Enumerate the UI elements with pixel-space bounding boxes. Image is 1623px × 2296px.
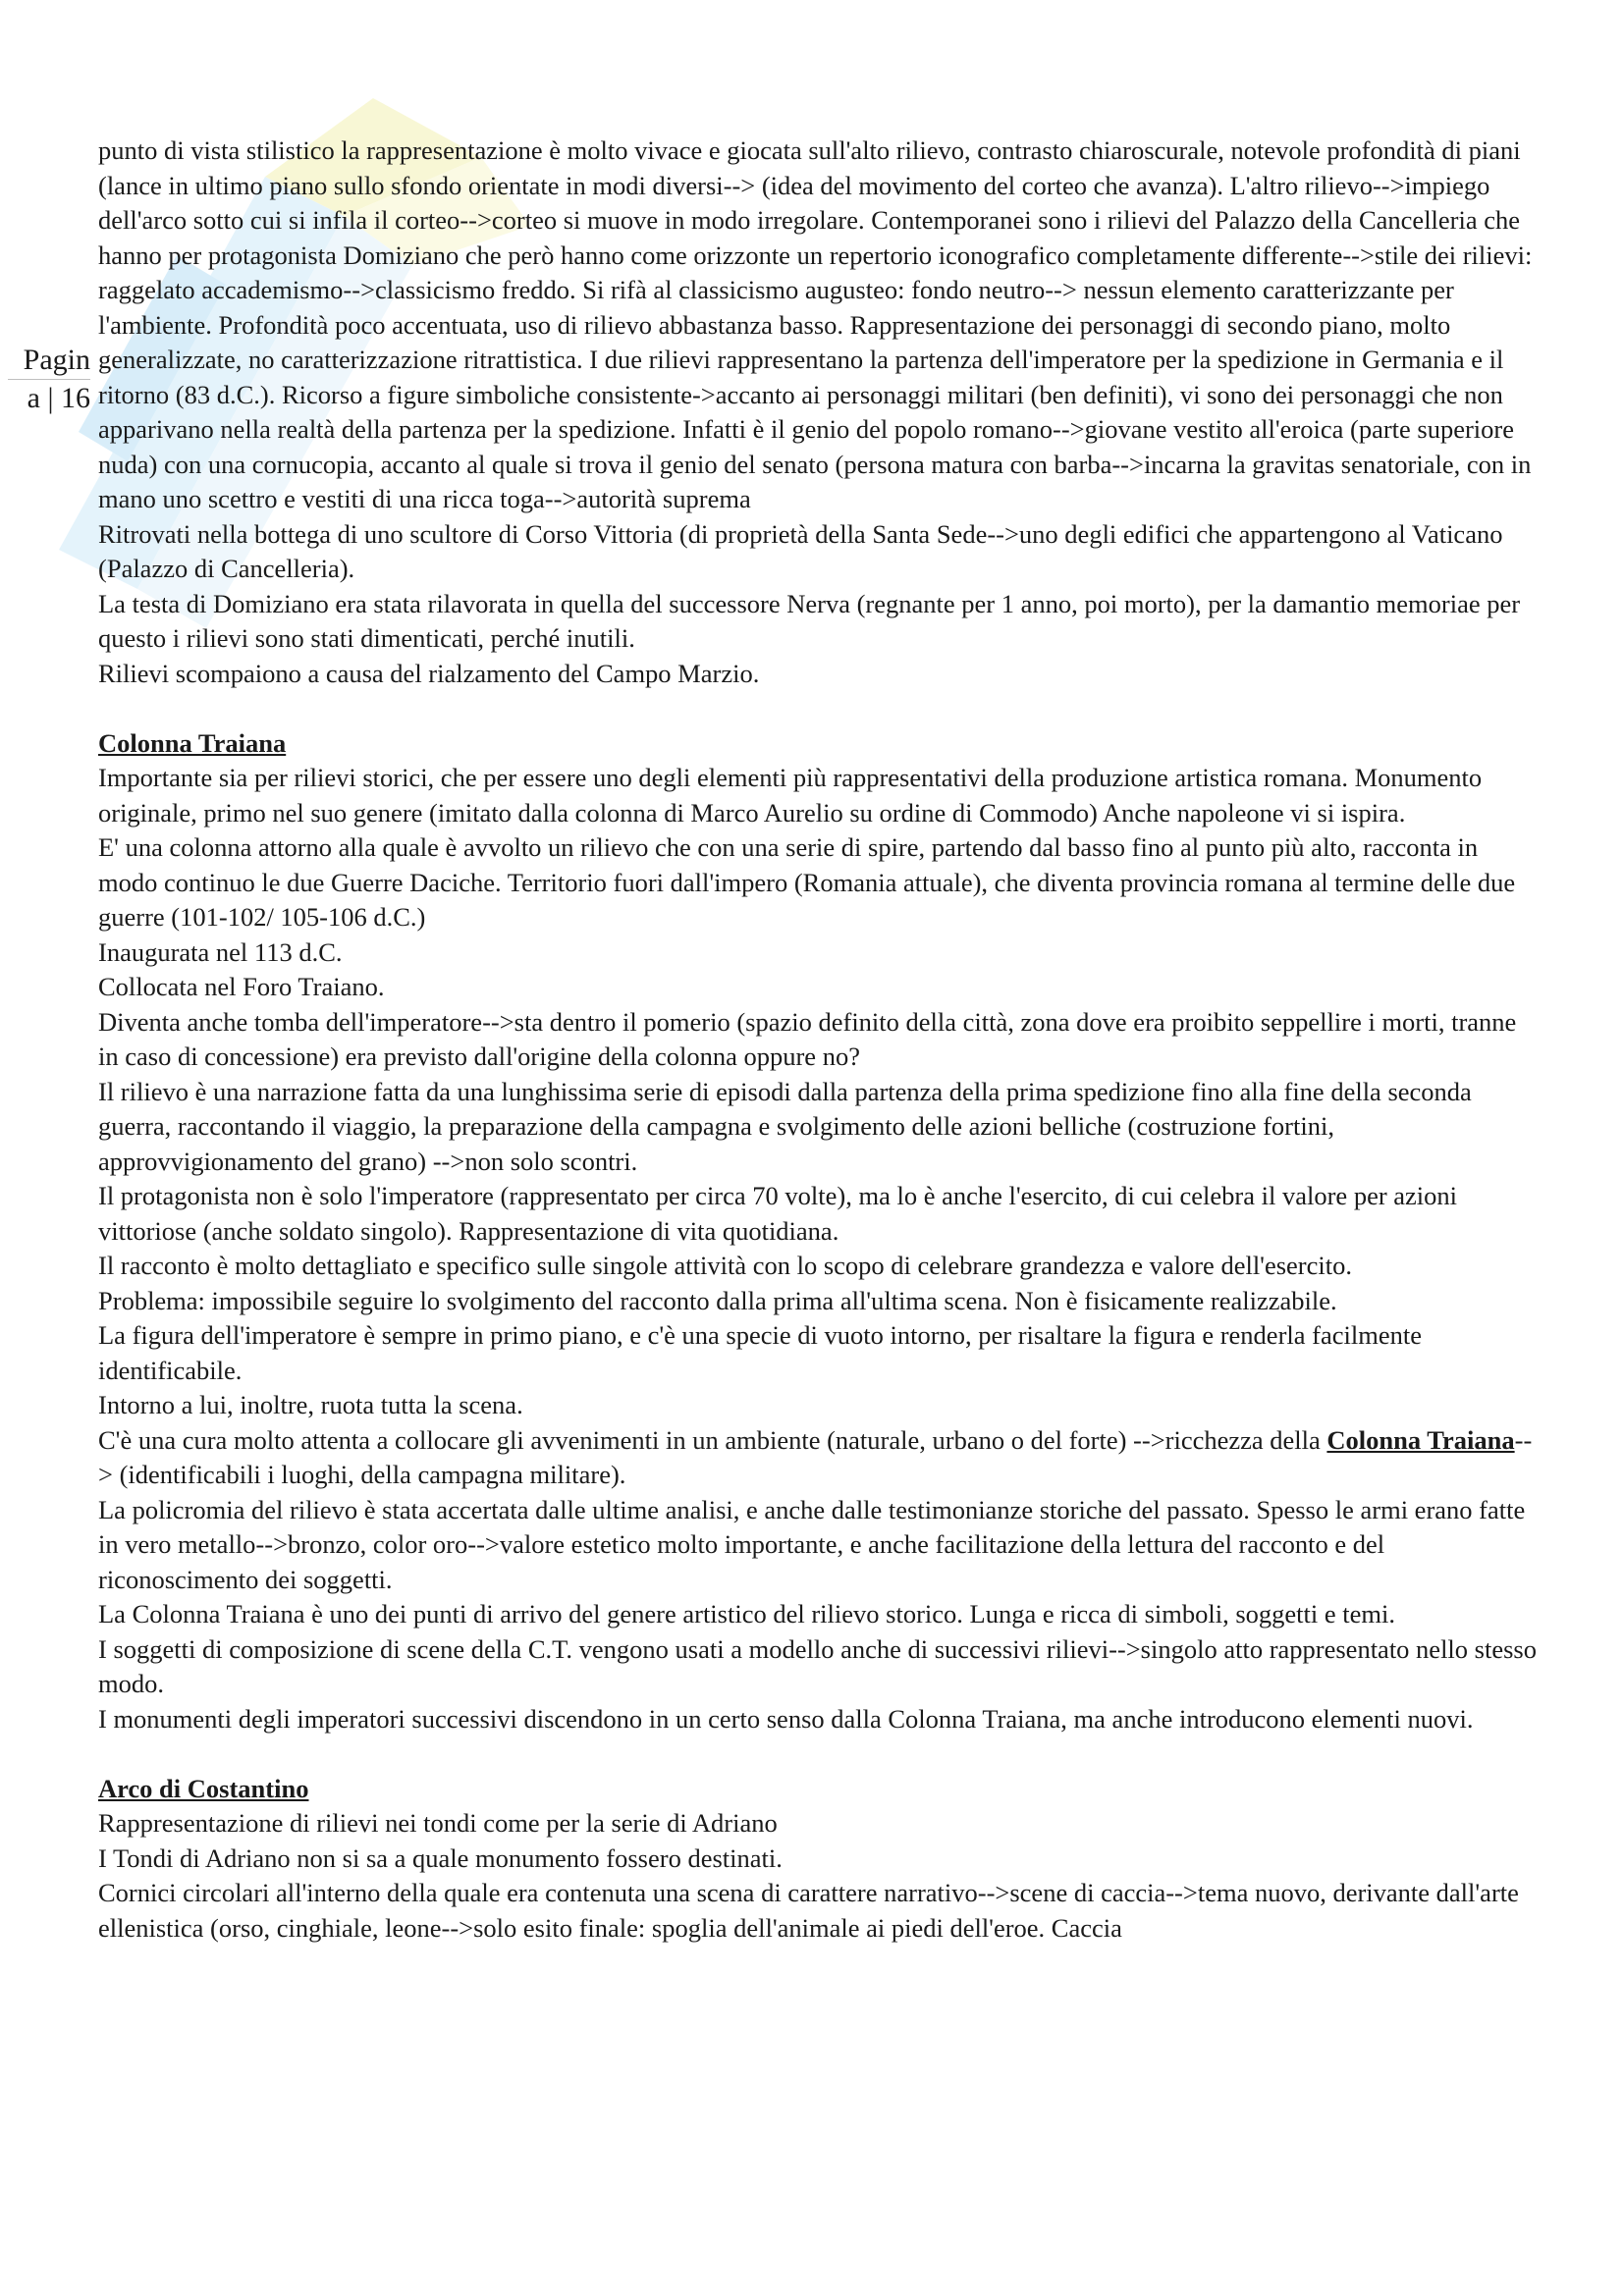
- text-run: --> (identificabili i luoghi, della campagna militare).: [98, 1424, 1533, 1489]
- page-label-line2: a | 16: [27, 382, 90, 414]
- paragraph: E' una colonna attorno alla quale è avvolto un rilievo che con una serie di spire, partendo dal basso fino al punto più alto, racconta in modo continuo le due Guerre Daciche. Territorio fuori dall'impero (Romania attuale), che diventa provincia romana al termine delle due guerre (101-102/ 105-106 d.C.): [98, 832, 1516, 932]
- paragraph: Il racconto è molto dettagliato e specifico sulle singole attività con lo scopo di celebrare grandezza e valore dell'esercito.: [98, 1251, 1352, 1280]
- paragraph: La figura dell'imperatore è sempre in primo piano, e c'è una specie di vuoto intorno, per risaltare la figura e renderla facilmente identificabile.: [98, 1320, 1422, 1385]
- page-number: [8, 344, 90, 415]
- text-run: C'è una cura molto attenta a collocare gli avvenimenti in un ambiente (naturale, urbano o del forte) -->ricchezza della: [98, 1424, 1327, 1455]
- paragraph: La Colonna Traiana è uno dei punti di arrivo del genere artistico del rilievo storico. Lunga e ricca di simboli, soggetti e temi.: [98, 1599, 1395, 1629]
- paragraph: Cornici circolari all'interno della quale era contenuta una scena di carattere narrativo-->scene di caccia-->tema nuovo, derivante dall'arte ellenistica (orso, cinghiale, leone-->solo esito finale: spoglia dell'animale ai piedi dell'eroe. Caccia: [98, 1878, 1519, 1943]
- paragraph: Il rilievo è una narrazione fatta da una lunghissima serie di episodi dalla partenza della prima spedizione fino alla fine della seconda guerra, raccontando il viaggio, la preparazione della campagna e svolgimento delle azioni belliche (costruzione fortini, approvvigionamento del grano) -->non solo scontri.: [98, 1076, 1472, 1176]
- paragraph: Inaugurata nel 113 d.C.: [98, 936, 343, 967]
- paragraph-with-emphasis: [98, 1423, 1542, 1493]
- section-heading-arco-di-costantino: Arco di Costantino: [98, 1773, 309, 1803]
- page-label-line1: Pagin: [23, 344, 90, 376]
- page-label-divider: [8, 379, 90, 380]
- paragraph: Importante sia per rilievi storici, che per essere uno degli elementi più rappresentativi della produzione artistica romana. Monumento originale, primo nel suo genere (imitato dalla colonna di Marco Aurelio su ordine di Commodo) Anche napoleone vi si ispira.: [98, 763, 1483, 828]
- paragraph: Diventa anche tomba dell'imperatore-->sta dentro il pomerio (spazio definito della città, zona dove era proibito seppellire i morti, tranne in caso di concessione) era previsto dall'origine della colonna oppure no?: [98, 1006, 1517, 1071]
- paragraph: La policromia del rilievo è stata accertata dalle ultime analisi, e anche dalle testimonianze storiche del passato. Spesso le armi erano fatte in vero metallo-->bronzo, color oro-->valore estetico molto importante, e anche facilitazione della lettura del racconto e del riconoscimento dei soggetti.: [98, 1494, 1526, 1594]
- paragraph: Problema: impossibile seguire lo svolgimento del racconto dalla prima all'ultima scena. Non è fisicamente realizzabile.: [98, 1285, 1337, 1315]
- paragraph: I soggetti di composizione di scene della C.T. vengono usati a modello anche di successivi rilievi-->singolo atto rappresentato nello stesso modo.: [98, 1633, 1537, 1698]
- emphasized-term: Colonna Traiana: [1326, 1424, 1515, 1455]
- spacer: [98, 1736, 1542, 1772]
- paragraph: Rilievi scompaiono a causa del rialzamento del Campo Marzio.: [98, 658, 760, 688]
- paragraph: I Tondi di Adriano non si sa a quale monumento fossero destinati.: [98, 1842, 783, 1873]
- paragraph: punto di vista stilistico la rappresentazione è molto vivace e giocata sull'alto rilievo, contrasto chiaroscurale, notevole profondità di piani (lance in ultimo piano sullo sfondo orientate in modi diversi--> (idea del movimento del corteo che avanza). L'altro rilievo-->impiego dell'arco sotto cui si infila il corteo-->corteo si muove in modo irregolare. Contemporanei sono i rilievi del Palazzo della Cancelleria che hanno per protagonista Domiziano che però hanno come orizzonte un repertorio iconografico completamente differente-->stile dei rilievi: raggelato accademismo-->classicismo freddo. Si rifà al classicismo augusteo: fondo neutro--> nessun elemento caratterizzante per l'ambiente. Profondità poco accentuata, uso di rilievo abbastanza basso. Rappresentazione dei personaggi di secondo piano, molto generalizzate, no caratterizzazione ritrattistica. I due rilievi rappresentano la partenza dell'imperatore per la spedizione in Germania e il ritorno (83 d.C.). Ricorso a figure simboliche consistente->accanto ai personaggi militari (ben definiti), vi sono dei personaggi che non apparivano nella realtà della partenza per la spedizione. Infatti è il genio del popolo romano-->giovane vestito all'eroica (parte superiore nuda) con una cornucopia, accanto al quale si trova il genio del senato (persona matura con barba-->incarna la gravitas senatoriale, con in mano uno scettro e vestiti di una ricca toga-->autorità suprema: [98, 135, 1533, 513]
- spacer: [98, 691, 1542, 726]
- document-body: [98, 133, 1542, 1946]
- paragraph: Collocata nel Foro Traiano.: [98, 972, 385, 1001]
- paragraph: Ritrovati nella bottega di uno scultore di Corso Vittoria (di proprietà della Santa Sede-->uno degli edifici che appartengono al Vaticano (Palazzo di Cancelleria).: [98, 518, 1503, 583]
- paragraph: Intorno a lui, inoltre, ruota tutta la scena.: [98, 1390, 523, 1419]
- paragraph: La testa di Domiziano era stata rilavorata in quella del successore Nerva (regnante per 1 anno, poi morto), per la damantio memoriae per questo i rilievi sono stati dimenticati, perché inutili.: [98, 588, 1521, 653]
- paragraph: Rappresentazione di rilievi nei tondi come per la serie di Adriano: [98, 1808, 778, 1838]
- paragraph: Il protagonista non è solo l'imperatore (rappresentato per circa 70 volte), ma lo è anche l'esercito, di cui celebra il valore per azioni vittoriose (anche soldato singolo). Rappresentazione di vita quotidiana.: [98, 1181, 1458, 1246]
- paragraph: I monumenti degli imperatori successivi discendono in un certo senso dalla Colonna Traiana, ma anche introducono elementi nuovi.: [98, 1703, 1474, 1734]
- section-heading-colonna-traiana: Colonna Traiana: [98, 727, 287, 758]
